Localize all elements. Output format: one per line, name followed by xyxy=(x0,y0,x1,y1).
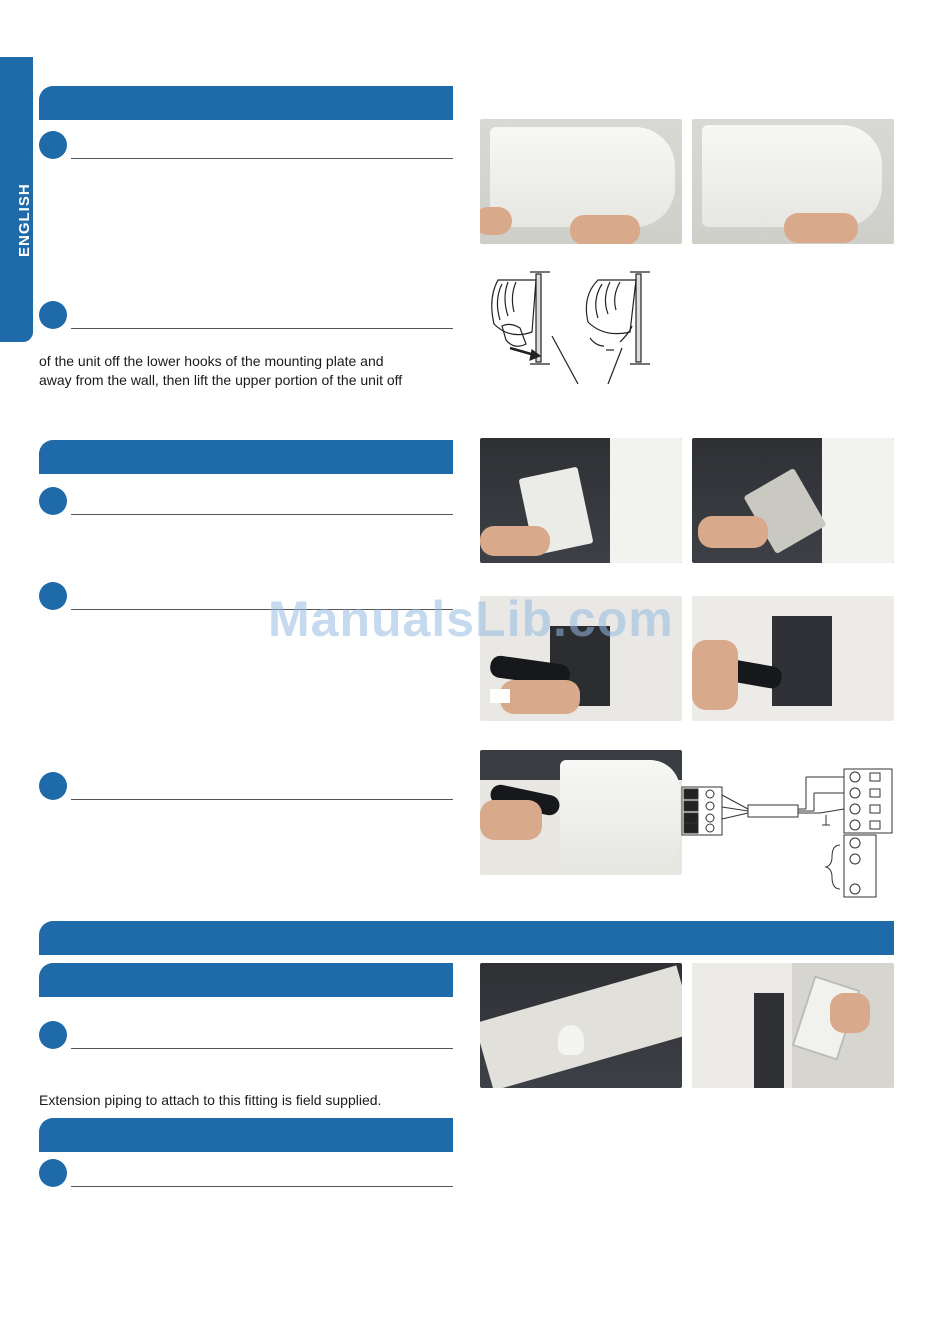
watermark: ManualsLib.com xyxy=(268,591,674,647)
photo-screwdriver-3 xyxy=(480,750,682,875)
unit-removal-diagram xyxy=(480,266,660,386)
step-rule xyxy=(71,514,453,515)
language-tab xyxy=(0,57,33,342)
step-2 xyxy=(39,300,453,330)
section-banner-1 xyxy=(39,86,453,120)
section-banner-4 xyxy=(39,1118,453,1152)
step-3 xyxy=(39,486,453,516)
step-bullet xyxy=(39,1021,67,1049)
photo-screwdriver-2 xyxy=(692,596,894,721)
step-bullet xyxy=(39,582,67,610)
step-7 xyxy=(39,1158,453,1188)
photo-drain-fitting xyxy=(480,963,682,1088)
step-bullet xyxy=(39,131,67,159)
photo-unit-front-1 xyxy=(480,119,682,244)
section-banner-3 xyxy=(39,963,453,997)
step-rule xyxy=(71,799,453,800)
photo-label-box xyxy=(490,689,510,703)
section-banner-wide xyxy=(39,921,894,955)
wiring-diagram xyxy=(680,765,894,900)
section-banner-2 xyxy=(39,440,453,474)
step-bullet xyxy=(39,487,67,515)
extension-piping-text: Extension piping to attach to this fitting is field supplied. xyxy=(39,1092,382,1108)
step-rule xyxy=(71,158,453,159)
step-rule xyxy=(71,1186,453,1187)
step-bullet xyxy=(39,1159,67,1187)
text-line: of the unit off the lower hooks of the mounting plate and xyxy=(39,353,384,369)
step-1 xyxy=(39,130,453,160)
step-6 xyxy=(39,1020,453,1050)
step-bullet xyxy=(39,772,67,800)
photo-cover-removal-1 xyxy=(480,438,682,563)
text-line: away from the wall, then lift the upper portion of the unit off xyxy=(39,372,403,388)
step-rule xyxy=(71,328,453,329)
photo-cover-removal-2 xyxy=(692,438,894,563)
remove-unit-text xyxy=(39,352,402,390)
language-label: ENGLISH xyxy=(16,183,33,257)
step-5 xyxy=(39,771,453,801)
step-rule xyxy=(71,1048,453,1049)
step-bullet xyxy=(39,301,67,329)
photo-outdoor-unit xyxy=(692,963,894,1088)
photo-unit-front-2 xyxy=(692,119,894,244)
